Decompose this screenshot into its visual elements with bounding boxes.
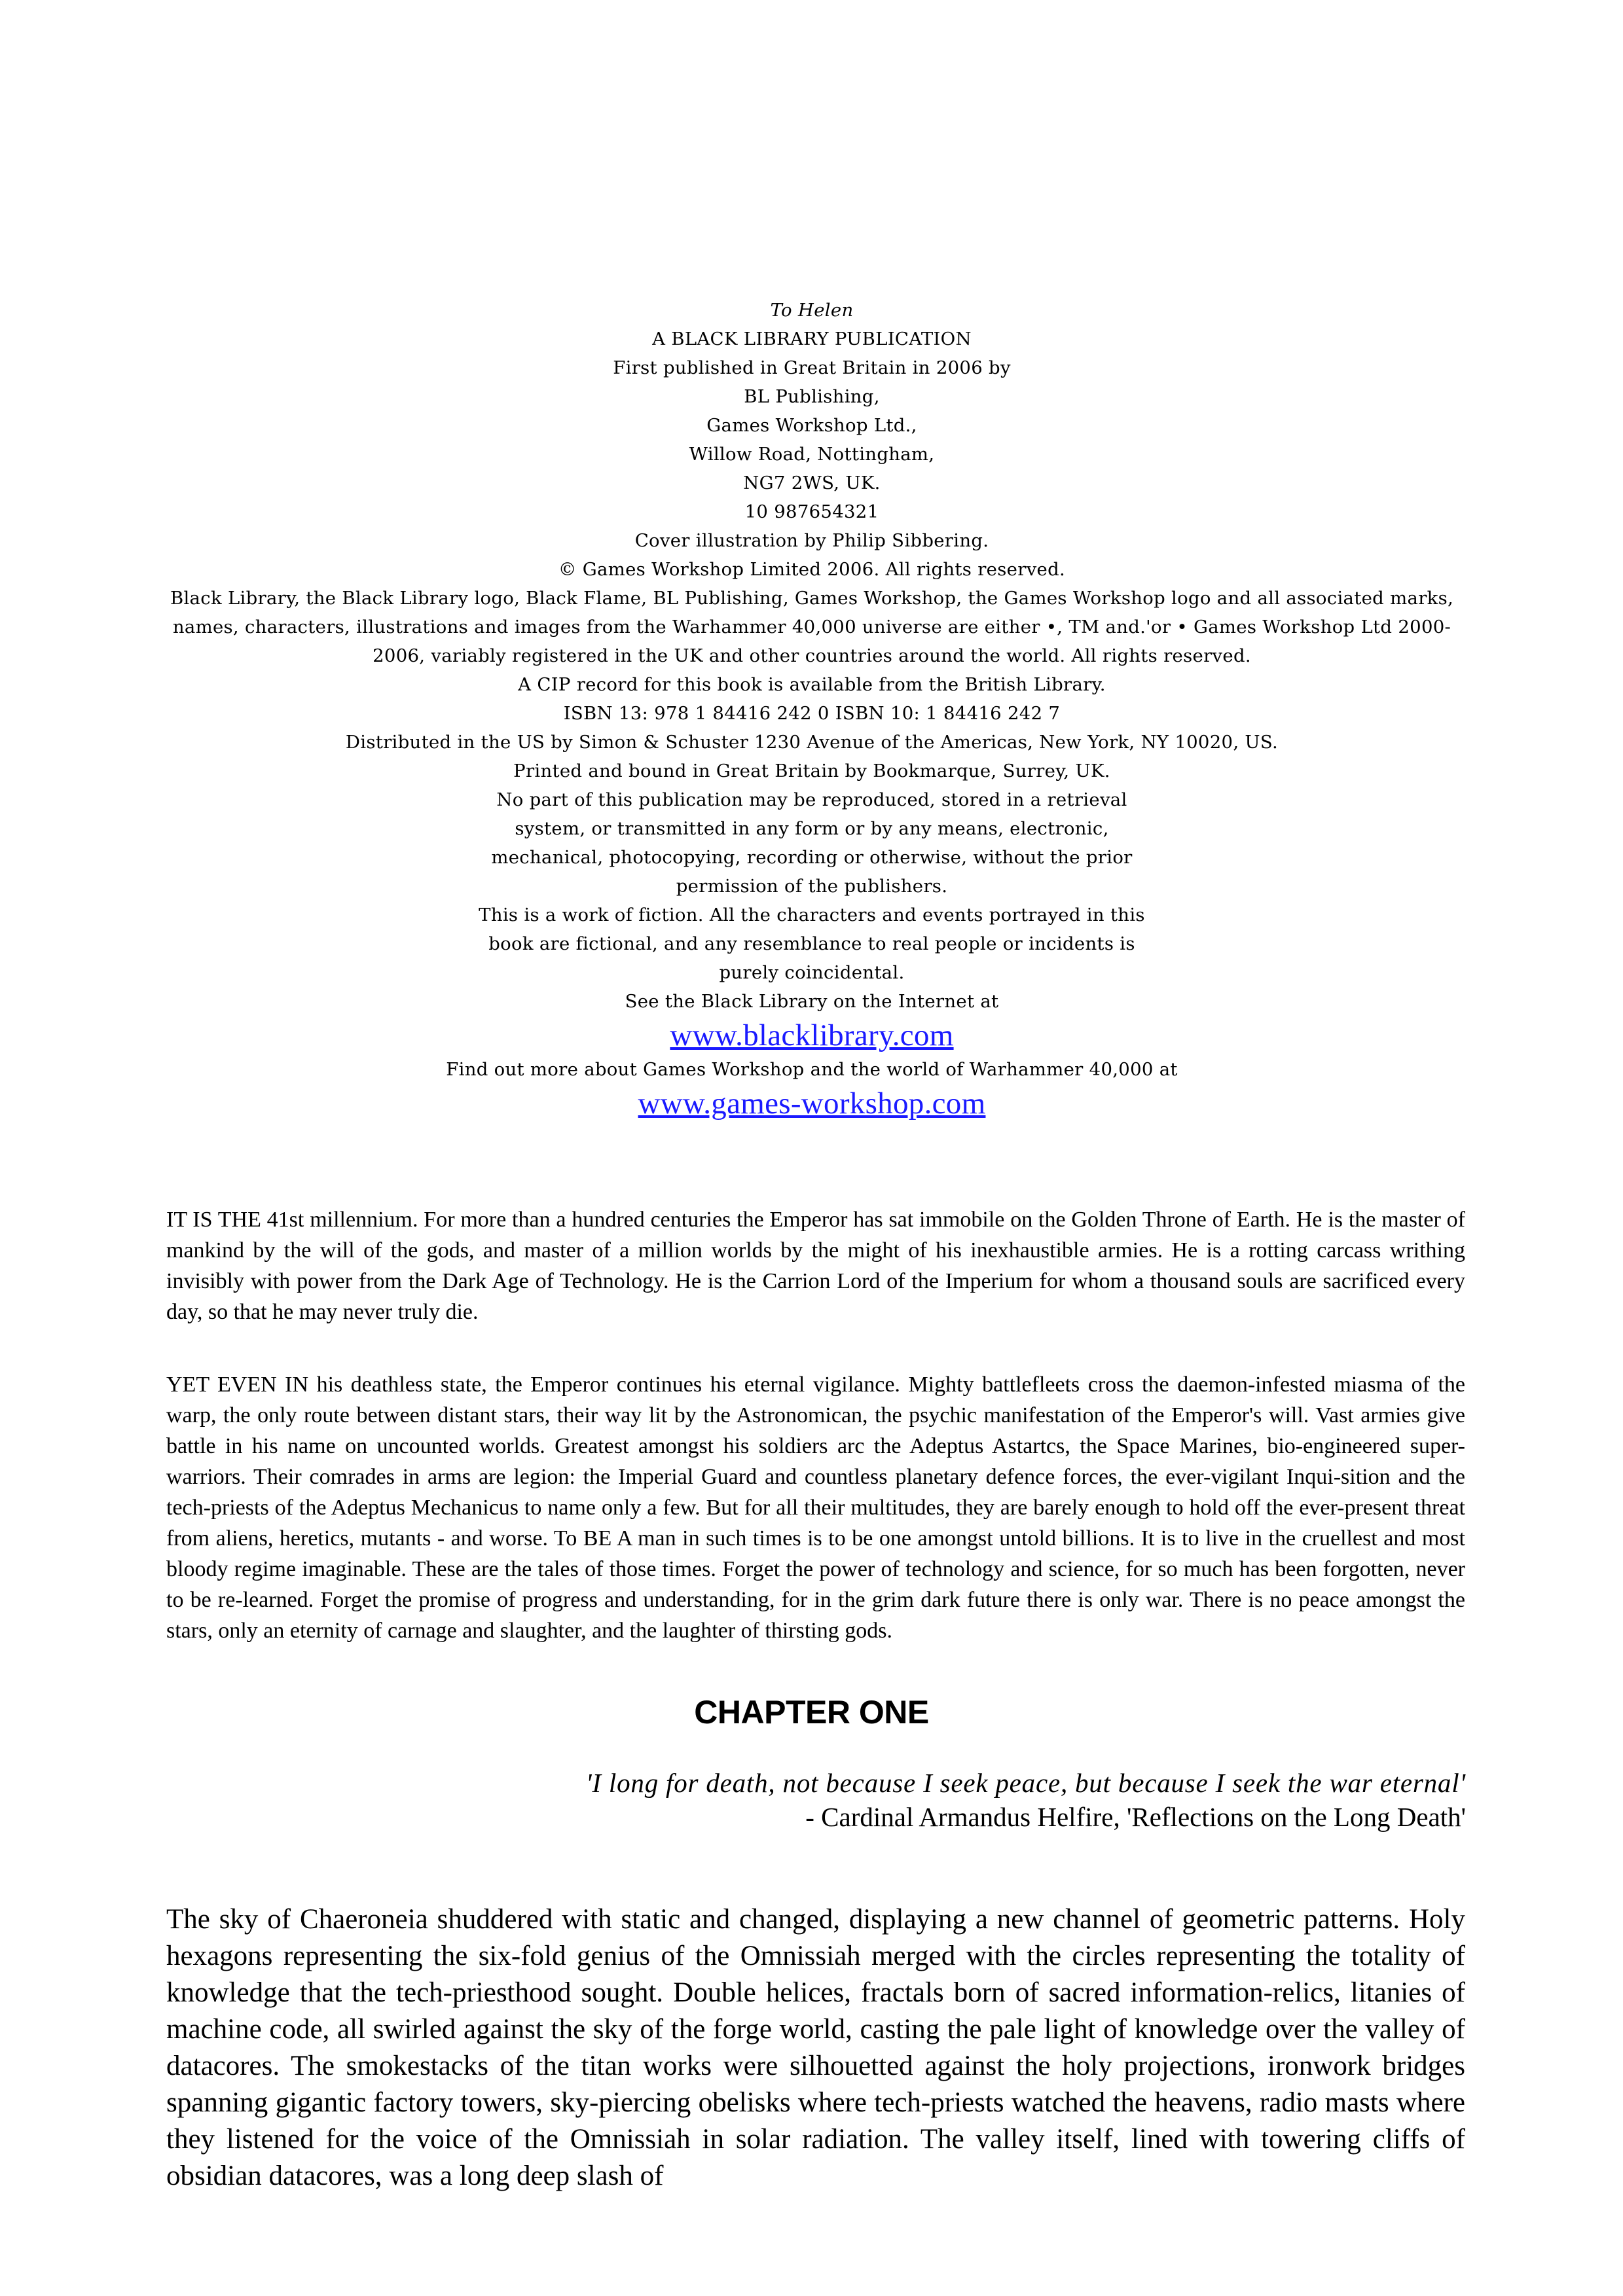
intro-paragraph: IT IS THE 41st millennium. For more than a hundred centuries the Emperor has sat immobile on the Golden Throne of Earth. He is the master of mankind by the will of the gods, and master of a million worlds by the might of his inexhaustible armies. He is a rotting carcass writhing invisibly with power from the Dark Age of Technology. He is the Carrion Lord of the Imperium for whom a thousand souls are sacrificed every day, so that he may never truly die. [166,1208,1465,1324]
imprint-line: system, or transmitted in any form or by any means, electronic, [515,818,1109,839]
imprint-line: Find out more about Games Workshop and the world of Warhammer 40,000 at [446,1059,1178,1080]
imprint-line: Games Workshop Ltd., [706,415,917,436]
imprint-line: Printed and bound in Great Britain by Bookmarque, Surrey, UK. [513,761,1110,781]
isbn-line: ISBN 13: 978 1 84416 242 0 ISBN 10: 1 84416 242 7 [563,703,1061,724]
black-library-link[interactable]: www.blacklibrary.com [670,1018,954,1052]
trademark-line: Black Library, the Black Library logo, Black Flame, BL Publishing, Games Workshop, the Games Workshop logo and all associated marks, [170,588,1454,609]
imprint-line: This is a work of fiction. All the characters and events portrayed in this [479,905,1145,925]
imprint-line: permission of the publishers. [676,876,948,897]
epigraph [222,1766,1466,1834]
imprint-line: Willow Road, Nottingham, [689,444,935,465]
imprint-line: Cover illustration by Philip Sibbering. [634,530,989,551]
imprint-line: NG7 2WS, UK. [743,473,881,493]
dedication: To Helen [770,300,854,321]
chapter-title: CHAPTER ONE [694,1694,929,1731]
imprint-line: 10 987654321 [744,501,879,522]
imprint-line: book are fictional, and any resemblance to real people or incidents is [488,933,1135,954]
copyright-line: © Games Workshop Limited 2006. All rights reserved. [558,559,1066,580]
imprint-line: BL Publishing, [744,386,880,407]
imprint-line: mechanical, photocopying, recording or otherwise, without the prior [491,847,1133,868]
imprint-line: Distributed in the US by Simon & Schuster 1230 Avenue of the Americas, New York, NY 10020, US. [345,732,1279,753]
games-workshop-link[interactable]: www.games-workshop.com [638,1086,986,1121]
imprint-line: A BLACK LIBRARY PUBLICATION [652,329,972,350]
epigraph-source: - Cardinal Armandus Helfire, 'Reflections on the Long Death' [805,1802,1466,1832]
imprint-line: First published in Great Britain in 2006 by [613,357,1011,378]
imprint-block [164,296,1460,1123]
trademark-line: names, characters, illustrations and images from the Warhammer 40,000 universe are either •, TM and.'or • Games Workshop Ltd 2000-2006, variably registered in the UK and other countries around the world. All rights reserved. [172,617,1451,666]
chapter-body-paragraph: The sky of Chaeroneia shuddered with static and changed, displaying a new channel of geometric patterns. Holy hexagons representing the six-fold genius of the Omnissiah merged with the circles representing the totality of knowledge that the tech-priesthood sought. Double helices, fractals born of sacred information-relics, litanies of machine code, all swirled against the sky of the forge world, casting the pale light of knowledge over the valley of datacores. The smokestacks of the titan works were silhouetted against the holy projections, ironwork bridges spanning gigantic factory towers, sky-piercing obelisks where tech-priests watched the heavens, radio masts where they listened for the voice of the Omnissiah in solar radiation. The valley itself, lined with towering cliffs of obsidian datacores, was a long deep slash of [166,1904,1465,2191]
imprint-line: purely coincidental. [719,962,905,983]
imprint-line: No part of this publication may be reproduced, stored in a retrieval [496,789,1127,810]
intro-paragraph: YET EVEN IN his deathless state, the Emperor continues his eternal vigilance. Mighty battlefleets cross the daemon-infested miasma of the warp, the only route between distant stars, their way lit by the Astronomican, the psychic manifestation of the Emperor's will. Vast armies give battle in his name on uncounted worlds. Greatest amongst his soldiers arc the Adeptus Astartcs, the Space Marines, bio-engineered super-warriors. Their comrades in arms are legion: the Imperial Guard and countless planetary defence forces, the ever-vigilant Inqui-sition and the tech-priests of the Adeptus Mechanicus to name only a few. But for all their multitudes, they are barely enough to hold off the ever-present threat from aliens, heretics, mutants - and worse. To BE A man in such times is to be one amongst untold billions. It is to live in the cruellest and most bloody regime imaginable. These are the tales of those times. Forget the power of technology and science, for so much has been forgotten, never to be re-learned. Forget the promise of progress and understanding, for in the grim dark future there is only war. There is no peace amongst the stars, only an eternity of carnage and slaughter, and the laughter of thirsting gods. [166,1372,1465,1643]
imprint-line: See the Black Library on the Internet at [625,991,999,1012]
imprint-line: A CIP record for this book is available from the British Library. [518,674,1106,695]
epigraph-quote: 'I long for death, not because I seek peace, but because I seek the war eternal' [585,1768,1466,1798]
